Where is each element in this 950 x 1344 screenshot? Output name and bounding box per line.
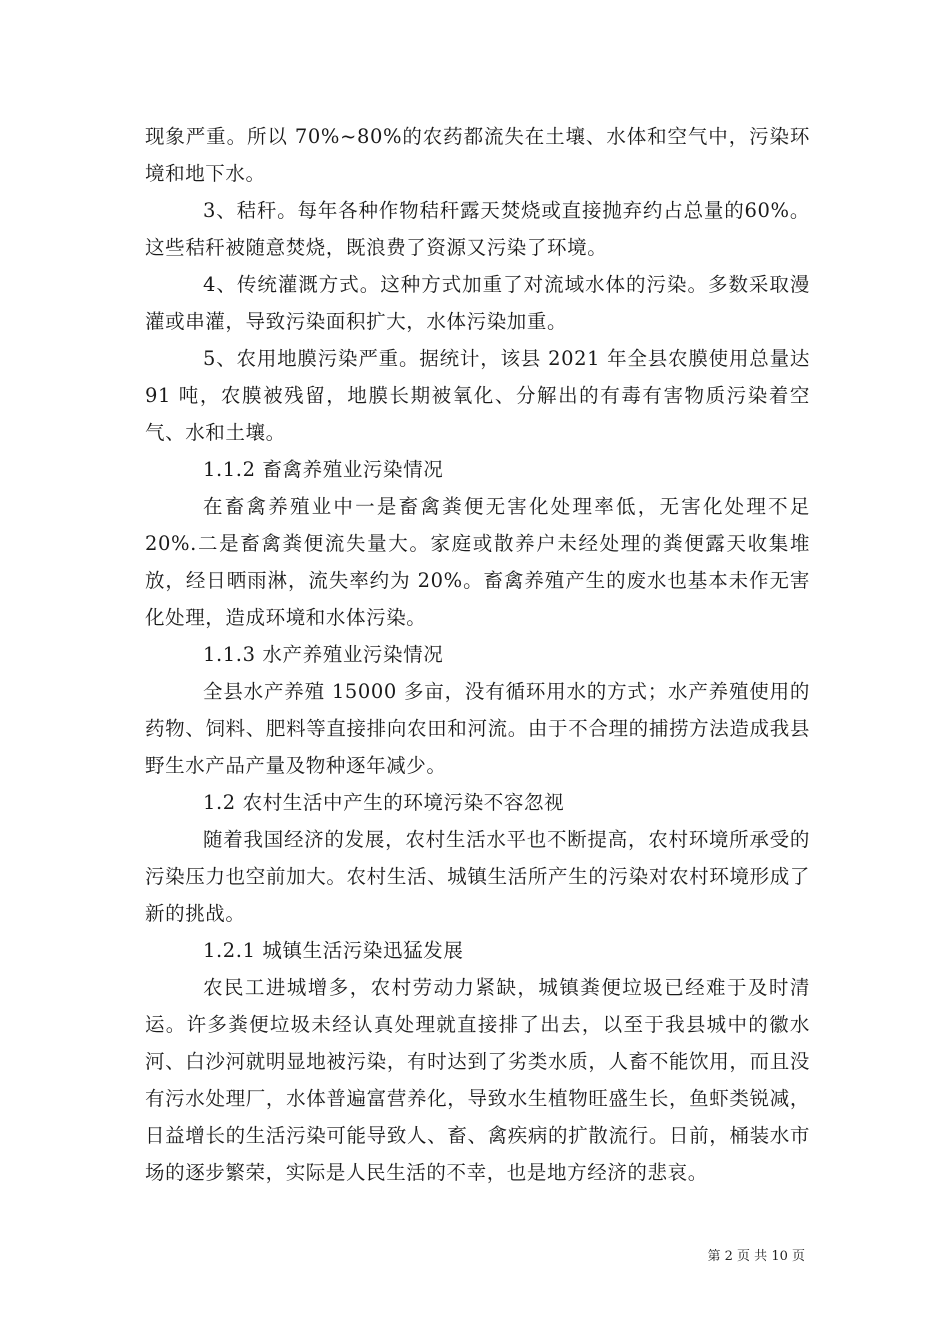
paragraph: 随着我国经济的发展，农村生活水平也不断提高，农村环境所承受的污染压力也空前加大。农村生活、城镇生活所产生的污染对农村环境形成了新的挑战。 xyxy=(145,828,810,925)
paragraph: 3、秸秆。每年各种作物秸秆露天焚烧或直接抛弃约占总量的60%。这些秸秆被随意焚烧，既浪费了资源又污染了环境。 xyxy=(145,199,810,259)
paragraph: 农民工进城增多，农村劳动力紧缺，城镇粪便垃圾已经难于及时清运。许多粪便垃圾未经认真处理就直接排了出去，以至于我县城中的徽水河、白沙河就明显地被污染，有时达到了劣类水质，人畜不能饮用，而且没有污水处理厂，水体普遍富营养化，导致水生植物旺盛生长，鱼虾类锐减，日益增长的生活污染可能导致人、畜、禽疾病的扩散流行。日前，桶装水市场的逐步繁荣，实际是人民生活的不幸，也是地方经济的悲哀。 xyxy=(145,976,810,1184)
section-heading: 1.2 农村生活中产生的环境污染不容忽视 xyxy=(203,791,565,814)
paragraph: 在畜禽养殖业中一是畜禽粪便无害化处理率低，无害化处理不足 20%.二是畜禽粪便流失量大。家庭或散养户未经处理的粪便露天收集堆放，经日晒雨淋，流失率约为 20%。畜禽养殖产生的废水也基本未作无害化处理，造成环境和水体污染。 xyxy=(145,495,810,629)
document-body xyxy=(145,118,810,1191)
section-heading: 1.1.2 畜禽养殖业污染情况 xyxy=(203,458,444,481)
paragraph: 4、传统灌溉方式。这种方式加重了对流域水体的污染。多数采取漫灌或串灌，导致污染面积扩大，水体污染加重。 xyxy=(145,273,810,333)
paragraph: 全县水产养殖 15000 多亩，没有循环用水的方式；水产养殖使用的药物、饲料、肥料等直接排向农田和河流。由于不合理的捕捞方法造成我县野生水产品产量及物种逐年减少。 xyxy=(145,680,810,777)
paragraph: 现象严重。所以 70%~80%的农药都流失在土壤、水体和空气中，污染环境和地下水。 xyxy=(145,125,810,185)
paragraph: 5、农用地膜污染严重。据统计，该县 2021 年全县农膜使用总量达 91 吨，农膜被残留，地膜长期被氧化、分解出的有毒有害物质污染着空气、水和土壤。 xyxy=(145,347,810,444)
page-number: 第 2 页 共 10 页 xyxy=(707,1249,805,1264)
section-heading: 1.2.1 城镇生活污染迅猛发展 xyxy=(203,939,464,962)
section-heading: 1.1.3 水产养殖业污染情况 xyxy=(203,643,444,666)
